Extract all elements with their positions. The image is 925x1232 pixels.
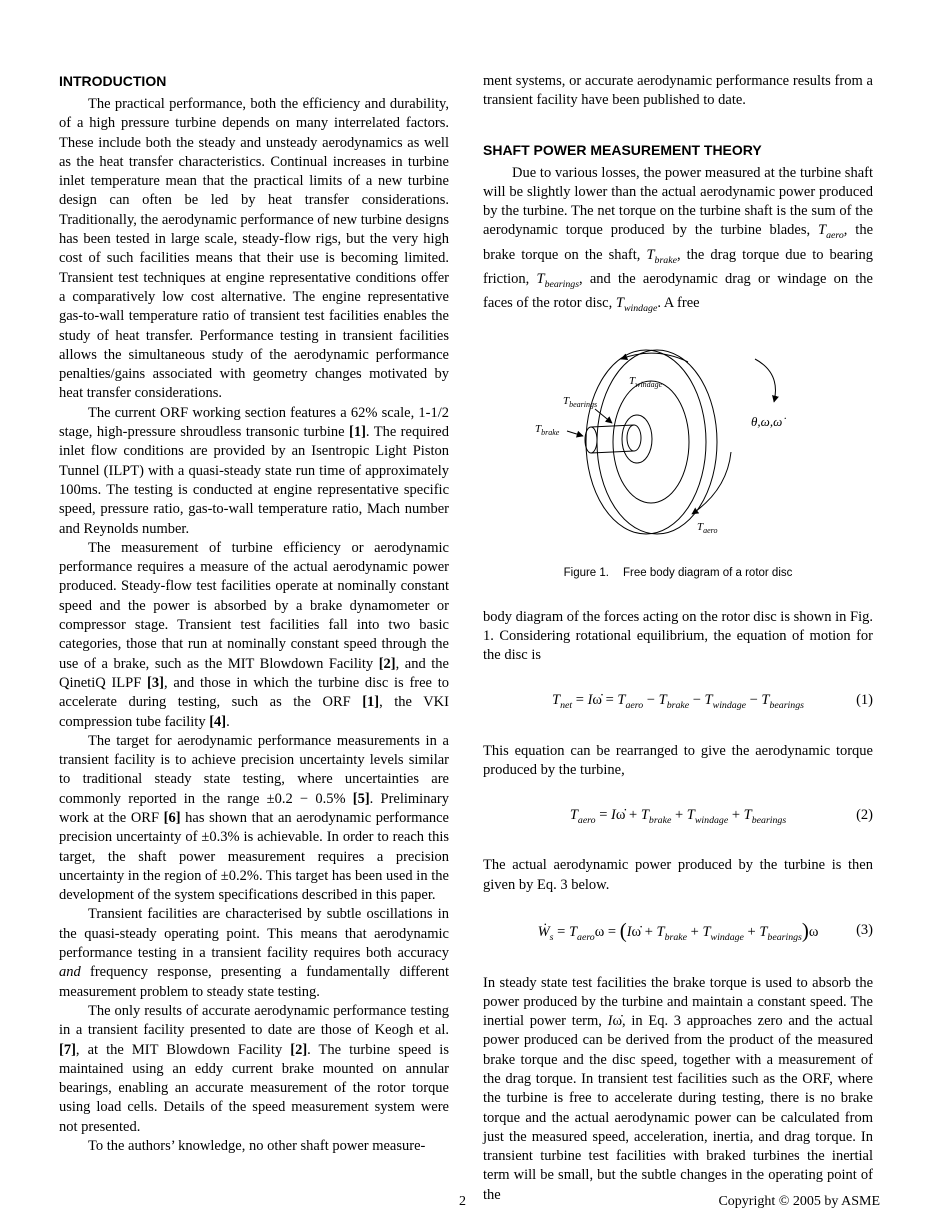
rotor-disc-diagram (483, 332, 873, 554)
equation-2 (483, 806, 873, 830)
aero-torque-label: $T_{aero}$ (697, 521, 718, 536)
intro-paragraph-3: The measurement of turbine efficiency or aerodynamic performance requires a measure of the actual aerodynamic power produced. Steady-flow test facilities operate at nominally constant speed and the power is absorbed by a brake dynamometer or compressor stage. Transient test facilities fall into two basic categories, those that run at nominally constant speed through the use of a brake, such as the MIT Blowdown Facility [2], and the QinetiQ ILPF [3], and those in which the turbine disc is free to accelerate during testing, such as the ORF [1], the VKI compression tube facility [4]. (59, 539, 449, 730)
equation-3-number: (3) (856, 921, 873, 938)
windage-torque-label: $T_{windage}$ (629, 375, 663, 390)
equation-1-body: $T_{net}$ = Iω̇ = $T_{aero} - T_{brake} - T_{windage} - T_{bearings}$ (552, 692, 804, 712)
equation-2-number: (2) (856, 807, 873, 824)
theory-paragraph-1: Due to various losses, the power measured at the turbine shaft will be slightly lower than the actual aerodynamic power produced by the turbine. The net torque on the turbine shaft is the sum of the aerodynamic torque produced by the turbine blades, $T_{aero}$, the brake torque on the shaft, $T_{brake}$, the drag torque due to bearing friction, $T_{bearings}$, and the aerodynamic drag or windage on the faces of the rotor disc, $T_{windage}$. A free (483, 164, 874, 314)
figure-1-rotor-disc (483, 332, 873, 583)
section-heading-shaft-power: SHAFT POWER MEASUREMENT THEORY (483, 141, 762, 158)
equation-2-body: $T_{aero}$ = Iω̇ + $T_{brake} + T_{windage} + T_{bearings}$ (569, 807, 787, 827)
intro-paragraph-7: To the authors’ knowledge, no other shaft power measure- (88, 1138, 426, 1155)
brake-torque-label: $T_{brake}$ (535, 423, 560, 438)
left-column (59, 72, 449, 1205)
page-footer (0, 1194, 925, 1214)
equation-3 (483, 918, 873, 948)
intro-paragraph-1: The practical performance, both the efficiency and durability, of a high pressure turbine depends on many interrelated factors. These include both the steady and unsteady aerodynamics as well as the heat transfer characteristics. Continual increases in turbine inlet temperature mean that the practical limits of a new turbine design can often be led by heat transfer considerations. Traditionally, the aerodynamic performance of new turbine designs has been tested in large scale, steady-flow rigs, but the very high cost of such facilities means that their use is becoming limited. Transient test techniques at engine representative conditions offer a comparatively low cost alternative. The engine representative gas-to-wall temperature ratio of transient test facilities enables the study of heat transfer. Performance testing in transient facilities allows the simultaneous study of the aerodynamic performance penalties/gains associated with geometry changes motivated by heat transfer considerations. (59, 96, 449, 402)
brake-torque-arrow (567, 431, 583, 436)
rotation-direction-arrow (755, 359, 775, 402)
theory-paragraph-3: This equation can be rearranged to give the aerodynamic torque produced by the turbine, (483, 742, 873, 778)
equation-1 (483, 691, 873, 715)
bearings-torque-label: $T_{bearings}$ (563, 395, 598, 410)
theory-paragraph-2: body diagram of the forces acting on the rotor disc is shown in Fig. 1. Considering rotational equilibrium, the equation of motion for the disc is (483, 608, 873, 664)
section-heading-introduction: INTRODUCTION (59, 73, 167, 89)
intro-paragraph-4: The target for aerodynamic performance measurements in a transient facility is to achieve precision uncertainty levels similar to traditional steady state testing, where uncertainties are commonly reported in the range ±0.2 − 0.5% [5]. Preliminary work at the ORF [6] has shown that an aerodynamic performance precision uncertainty of ±0.3% is achievable. In order to reach this target, the shaft power measurement requires a precision uncertainty in the region of ±0.2%. This target has been used in the development of the system specifications described in this paper. (59, 732, 449, 904)
copyright-notice: Copyright © 2005 by ASME (718, 1194, 880, 1209)
intro-paragraph-5: Transient facilities are characterised by subtle oscillations in the quasi-steady operating point. This means that aerodynamic performance testing in a transient facility requires both accuracy and frequency response, presenting a fundamentally different measurement problem to steady state testing. (59, 906, 449, 1000)
equation-1-number: (1) (856, 692, 873, 709)
rotation-state-label: θ,ω,ω̇ (751, 414, 783, 430)
intro-paragraph-6: The only results of accurate aerodynamic performance testing in a transient facility presented to date are those of Keogh et al. [7], at the MIT Blowdown Facility [2]. The turbine speed is maintained using an eddy current brake mounted on annular bearings, enabling an accurate measurement of the rotor torque using load cells. Details of the speed measurement system were not presented. (59, 1002, 449, 1135)
bearings-torque-arrow (595, 409, 612, 423)
equation-3-body: Ẇ$_s$ = $T_{aero}\omega$ = (Iω̇ + $T_{brake} + T_{windage} + T_{bearings})\omega$ (537, 918, 819, 944)
aero-torque-arrow (692, 452, 731, 514)
page-number: 2 (459, 1194, 466, 1209)
figure-caption-text: Free body diagram of a rotor disc (623, 567, 793, 580)
rotor-disc-shape (586, 350, 717, 534)
theory-paragraph-5: In steady state test facilities the brake torque is used to absorb the power produced by the turbine and maintain a constant speed. The inertial power term, Iω̇, in Eq. 3 approaches zero and the actual power produced can be derived from the product of the measured brake torque and the disc speed, together with a measurement of the drag torque. In transient test facilities such as the ORF, where the turbine is free to accelerate during testing, there is no brake torque and the actual aerodynamic power can be calculated from just the measured speed, acceleration, inertia, and drag torque. In transient turbine test facilities with braked turbines the inertial term will be small, but the subtle changes in the operating point of the (483, 974, 873, 1203)
windage-torque-arrow (621, 353, 688, 362)
figure-caption-label: Figure 1. (563, 567, 609, 580)
intro-paragraph-continuation: ment systems, or accurate aerodynamic performance results from a transient facility have been published to date. (483, 73, 873, 109)
right-column (483, 72, 873, 1205)
intro-paragraph-2: The current ORF working section features a 62% scale, 1-1/2 stage, high-pressure shroudless transonic turbine [1]. The required inlet flow conditions are provided by an Isentropic Light Piston Tunnel (ILPT) with a quasi-steady state run time of approximately 100ms. The testing is conducted at engine representative specific speed, pressure ratio, gas-to-wall temperature ratio, Mach number and Reynolds number. (59, 404, 449, 537)
figure-caption (483, 564, 873, 583)
theory-paragraph-4: The actual aerodynamic power produced by the turbine is then given by Eq. 3 below. (483, 857, 873, 893)
